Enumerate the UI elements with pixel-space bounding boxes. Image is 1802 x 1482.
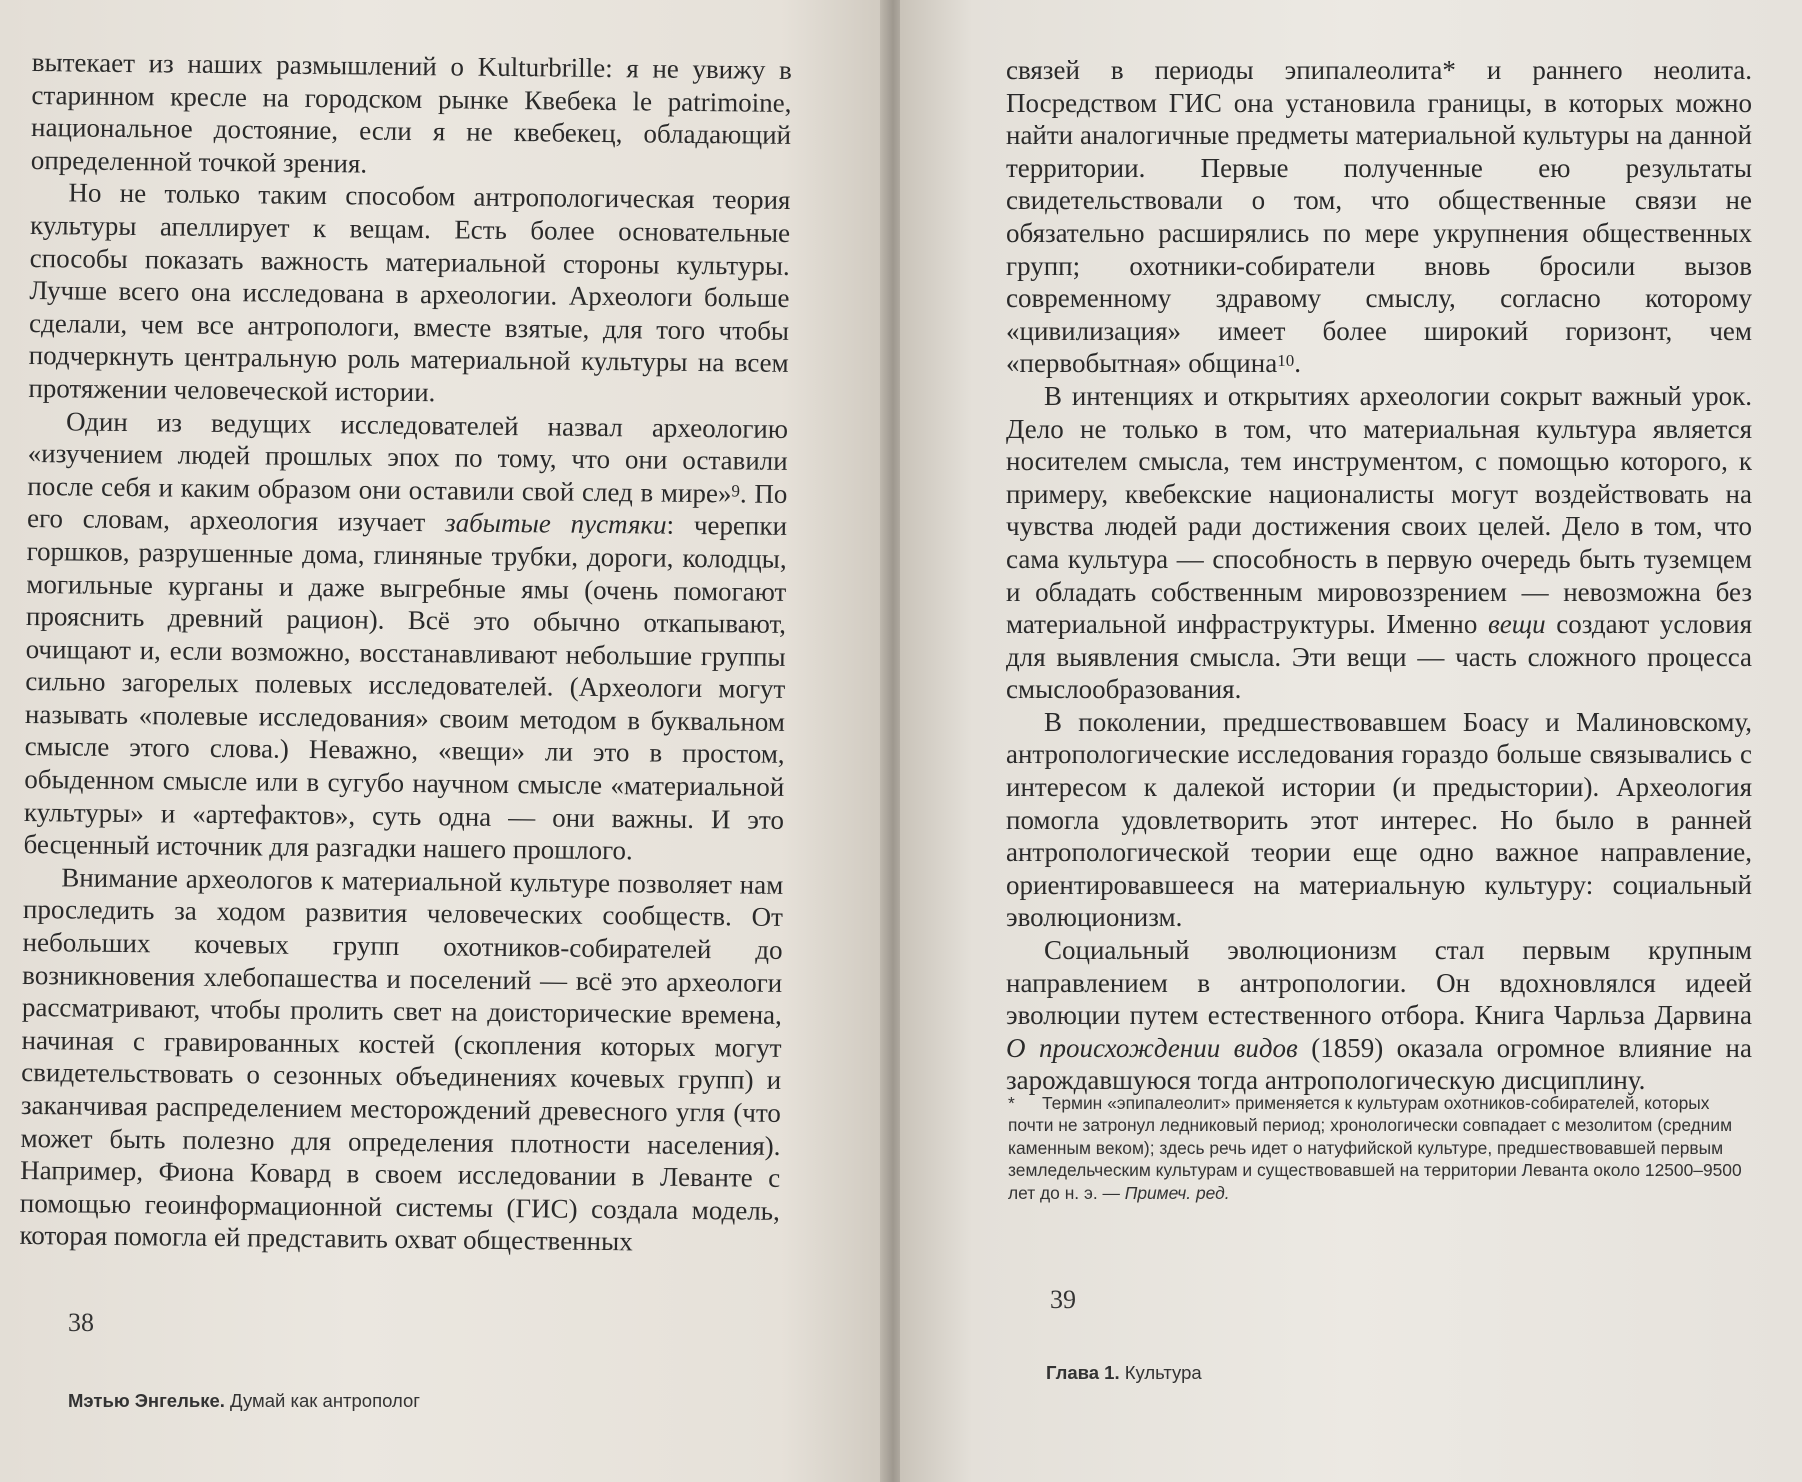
footnote-reference: 10 (1277, 351, 1295, 371)
footnote-editor-note: Примеч. ред. (1124, 1182, 1230, 1203)
text-run: Внимание археологов к материальной культуре позволяет нам проследить за ходом развития человеческих сообществ. От небольших кочевых групп охотников-собирателей до возникновения хлебопашества и поселений — всё это археологи рассматривают, чтобы пролить свет на доисторические времена, начиная с гравированных костей (скопления которых могут свидетельствовать о сезонных объединениях кочевых групп) и заканчивая распределением месторождений древесного угля (что может быть полезно для определения плотности населения). Например, Фиона Ковард в своем исследовании в Леванте с помощью геоинформационной системы (ГИС) создала модель, которая помогла ей представить охват общественных (19, 862, 784, 1257)
running-head-author: Мэтью Энгельке. (68, 1390, 225, 1411)
text-run: : черепки горшков, разрушенные дома, глиняные трубки, дороги, колодцы, могильные курганы и даже выгребные ямы (очень помогают прояснить древний рацион). Всё это обычно откапывают, очищают и, если возможно, восстанавливают небольшие группы сильно загорелых полевых исследователей. (Археологи могут называть «полевые исследования» своим методом в буквальном смысле этого слова.) Неважно, «вещи» ли это в простом, обыденном смысле или в сугубо научном смысле «материальной культуры» и «артефактов», суть одна — они важны. И это бесценный источник для разгадки нашего прошлого. (23, 509, 788, 866)
paragraph (28, 176, 790, 412)
footnote-reference: 9 (731, 481, 741, 501)
running-head-right (1046, 1362, 1202, 1384)
footnote (1008, 1092, 1748, 1204)
text-run: * (1442, 55, 1456, 85)
paragraph (1006, 934, 1752, 1097)
text-run: Но не только таким способом антропологическая теория культуры апеллирует к вещам. Есть более основательные способы показать важность материальной стороны культуры. Лучше всего она исследована в археологии. Археологи больше сделали, чем все антропологи, вместе взятые, для того чтобы подчеркнуть центральную роль материальной культуры на всем протяжении человеческой истории. (28, 177, 791, 408)
footnote-text: Термин «эпипалеолит» применяется к культурам охотников-собирателей, которых почти не затронул ледниковый период; хронологически совпадает с мезолитом (средним каменным веком); здесь речь идет о натуфийской культуре, предшествовавшей первым земледельческим культурам и существовавшей на территории Леванта около 12500–9500 лет до н. э. — (1008, 1093, 1742, 1203)
text-run: (1859) оказала огромное влияние на зарождавшуюся тогда антропологическую дисциплину. (1006, 1032, 1752, 1096)
paragraph (31, 46, 792, 184)
text-run: Социальный эволюционизм стал первым крупным направлением в антропологии. Он вдохновлялся идеей эволюции путем естественного отбора. Книга Чарльза Дарвина (1006, 935, 1752, 1031)
paragraph (1006, 706, 1752, 934)
text-run: создают условия для выявления смысла. Эти вещи — часть сложного процесса смыслообразования. (1006, 609, 1752, 705)
paragraph (19, 861, 783, 1260)
paragraph (1006, 380, 1752, 706)
italic-phrase: забытые пустяки (444, 507, 667, 540)
page-number-right: 39 (1050, 1285, 1076, 1314)
running-head-left (68, 1390, 420, 1412)
paragraph (23, 405, 788, 869)
right-page-body (1006, 54, 1752, 1097)
text-run: и раннего неолита. Посредством ГИС она установила границы, в которых можно найти аналогичные предметы материальной культуры на данной территории. Первые полученные ею результаты свидетельствовали о том, что общественные связи не обязательно расширялись по мере укрупнения общественных групп; охотники-собиратели вновь бросили вызов современному здравому смыслу, согласно которому «цивилизация» имеет более широкий горизонт, чем «первобытная» община (1006, 55, 1752, 379)
italic-phrase: вещи (1488, 609, 1546, 640)
running-head-book-title: Думай как антрополог (224, 1390, 421, 1411)
text-run: . (1294, 348, 1301, 379)
text-run: В поколении, предшествовавшем Боасу и Малиновскому, антропологические исследования гораздо больше связывались с интересом к далекой истории (и предыстории). Археология помогла удовлетворить этот интерес. Но было в ранней антропологической теории еще одно важное направление, ориентировавшееся на материальную культуру: социальный эволюционизм. (1006, 706, 1752, 933)
left-page-body (19, 46, 792, 1260)
footnote-mark: * (1008, 1093, 1015, 1113)
running-head-chapter: Глава 1. (1046, 1362, 1120, 1383)
page-number-left: 38 (68, 1308, 94, 1337)
text-run: . По его словам, археология изучает (26, 478, 788, 538)
italic-phrase: О происхождении видов (1006, 1032, 1298, 1063)
left-page (0, 0, 888, 1482)
running-head-chapter-title: Культура (1119, 1362, 1202, 1383)
text-run: вытекает из наших размышлений о Kulturbrille: я не увижу в старинном кресле на городском рынке Квебека le patrimoine, национальное достояние, если я не квебекец, обладающий определенной точкой зрения. (30, 46, 792, 179)
text-run: В интенциях и открытиях археологии сокрыт важный урок. Дело не только в том, что материальная культура является носителем смысла, тем инструментом, с помощью которого, к примеру, квебекские националисты могут воздействовать на чувства людей ради достижения своих целей. Дело в том, что сама культура — способность в первую очередь быть туземцем и обладать собственным мировоззрением — невозможна без материальной инфраструктуры. Именно (1006, 380, 1752, 640)
text-run: связей в периоды эпипалеолита (1006, 55, 1443, 85)
right-page (900, 0, 1802, 1482)
text-run: Один из ведущих исследователей назвал археологию «изучением людей прошлых эпох по тому, что они оставили после себя и каким образом они оставили свой след в мире» (27, 405, 789, 509)
paragraph (1006, 54, 1752, 380)
